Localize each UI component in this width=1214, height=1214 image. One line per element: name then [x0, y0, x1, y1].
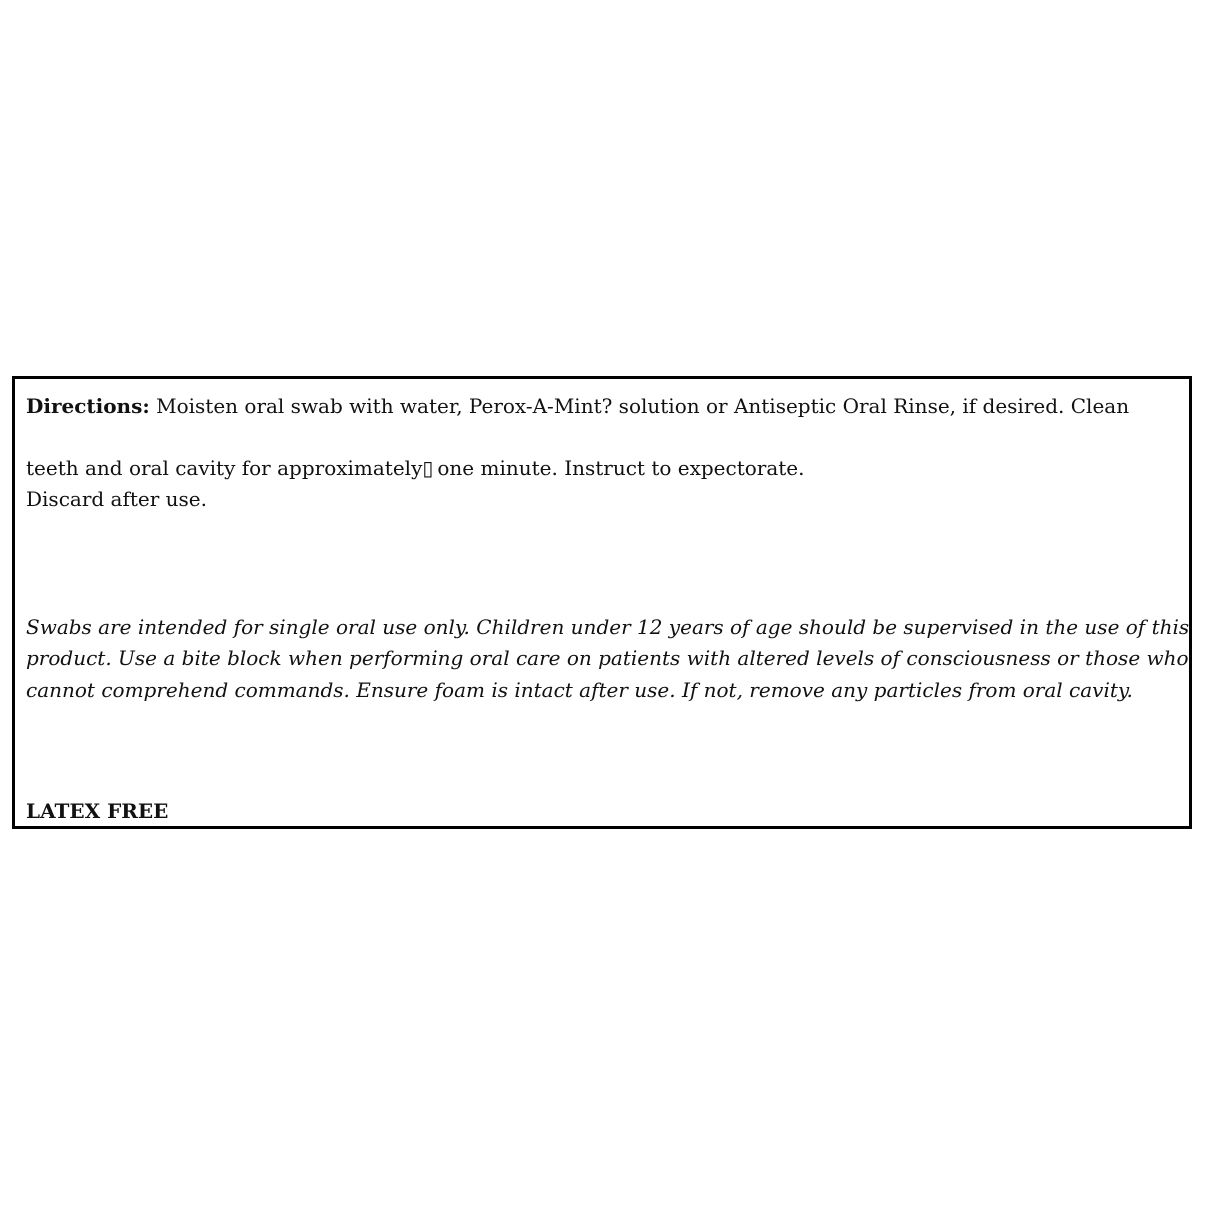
warning-line-2: product. Use a bite block when performing oral care on patients with altered levels of consciousness or those who	[26, 646, 1189, 671]
directions-text-1: Moisten oral swab with water, Perox-A-Mint? solution or Antiseptic Oral Rinse, if desired. Clean	[149, 394, 1130, 418]
warning-line-1: Swabs are intended for single oral use only. Children under 12 years of age should be supervised in the use of this	[26, 615, 1190, 639]
warning-line-3: cannot comprehend commands. Ensure foam is intact after use. If not, remove any particles from oral cavity.	[26, 677, 1133, 702]
directions-panel	[12, 376, 1192, 829]
directions-line-3: Discard after use.	[26, 487, 207, 511]
latex-free-note: LATEX FREE	[26, 799, 169, 823]
directions-heading: Directions:	[26, 394, 150, 418]
directions-line-2: teeth and oral cavity for approximately▯ one minute. Instruct to expectorate.	[26, 456, 805, 480]
directions-line-1	[26, 394, 1129, 418]
warning-paragraph	[26, 612, 1190, 706]
